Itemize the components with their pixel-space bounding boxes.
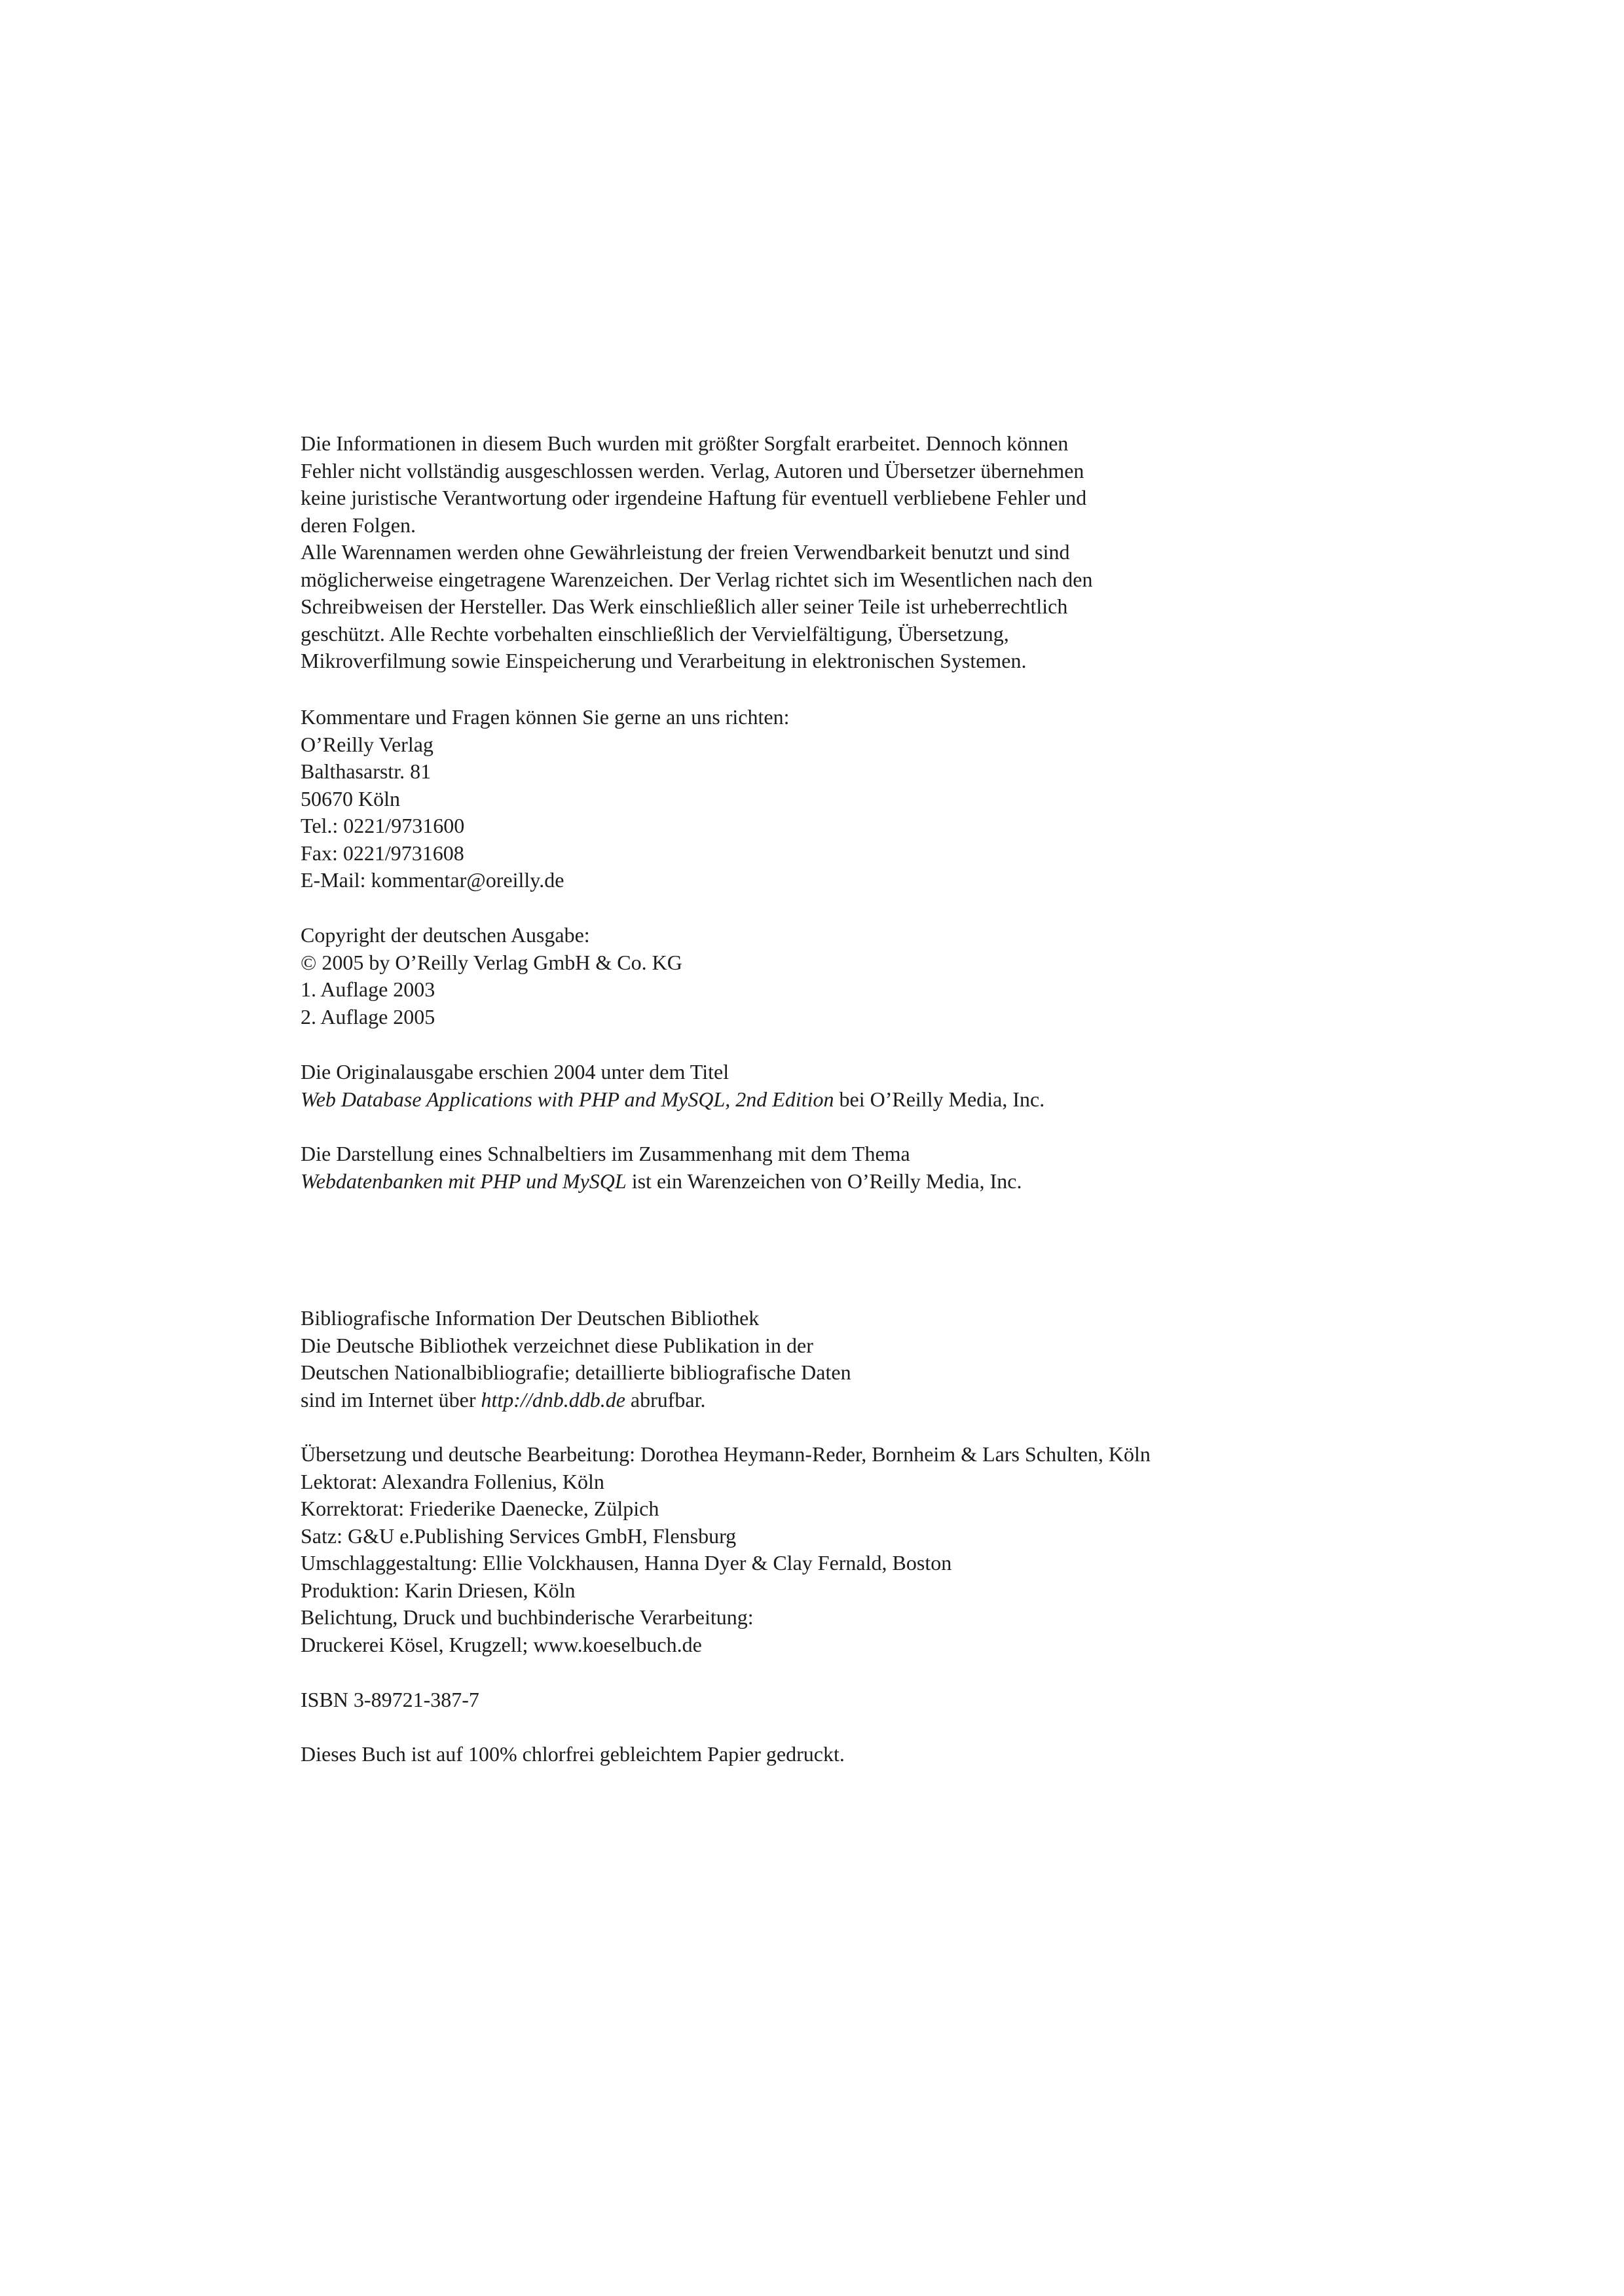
biblio-url-suffix: abrufbar. — [625, 1387, 706, 1412]
credit-line: Belichtung, Druck und buchbinderische Verarbeitung: — [301, 1605, 754, 1629]
credit-line: Produktion: Karin Driesen, Köln — [301, 1578, 576, 1602]
disclaimer-line: geschützt. Alle Rechte vorbehalten einschließlich der Vervielfältigung, Übersetzung, — [301, 621, 1009, 646]
original-publisher: bei O’Reilly Media, Inc. — [834, 1087, 1045, 1111]
disclaimer-line: Schreibweisen der Hersteller. Das Werk einschließlich aller seiner Teile ist urheberrechtlich — [301, 594, 1068, 618]
original-edition-title-line — [301, 1086, 1230, 1114]
german-title: Webdatenbanken mit PHP und MySQL — [301, 1169, 627, 1193]
publisher-phone: Tel.: 0221/9731600 — [301, 814, 465, 837]
publisher-email: E-Mail: kommentar@oreilly.de — [301, 868, 564, 892]
biblio-url-line — [301, 1387, 1230, 1414]
credit-line: Korrektorat: Friederike Daenecke, Zülpich — [301, 1497, 659, 1520]
original-title: Web Database Applications with PHP and MySQL, 2nd Edition — [301, 1087, 834, 1111]
copyright-heading: Copyright der deutschen Ausgabe: — [301, 923, 590, 947]
disclaimer-line: Mikroverfilmung sowie Einspeicherung und Verarbeitung in elektronischen Systemen. — [301, 649, 1027, 672]
credit-line: Druckerei Kösel, Krugzell; www.koeselbuch.de — [301, 1632, 702, 1656]
isbn: ISBN 3-89721-387-7 — [301, 1688, 479, 1711]
disclaimer-line: deren Folgen. — [301, 513, 416, 537]
original-edition-intro: Die Originalausgabe erschien 2004 unter dem Titel — [301, 1060, 729, 1084]
copyright-block — [301, 922, 1230, 1030]
disclaimer-line: keine juristische Verantwortung oder irgendeine Haftung für eventuell verbliebene Fehler und — [301, 486, 1087, 509]
paper-note-block — [301, 1741, 1230, 1768]
edition-first: 1. Auflage 2003 — [301, 977, 435, 1001]
contact-intro: Kommentare und Fragen können Sie gerne an uns richten: — [301, 705, 790, 729]
publisher-name: O’Reilly Verlag — [301, 732, 434, 756]
publisher-street: Balthasarstr. 81 — [301, 759, 432, 783]
credit-line: Lektorat: Alexandra Follenius, Köln — [301, 1469, 604, 1493]
edition-second: 2. Auflage 2005 — [301, 1004, 435, 1029]
publisher-fax: Fax: 0221/9731608 — [301, 841, 464, 865]
trademark-block — [301, 1140, 1230, 1195]
disclaimer-line: Alle Warennamen werden ohne Gewährleistung der freien Verwendbarkeit benutzt und sind — [301, 540, 1070, 564]
bibliography-block — [301, 1305, 1230, 1413]
trademark-title-line — [301, 1168, 1230, 1195]
credits-block — [301, 1441, 1230, 1658]
disclaimer-line: möglicherweise eingetragene Warenzeichen. Der Verlag richtet sich im Wesentlichen nach den — [301, 567, 1093, 591]
disclaimer-line: Die Informationen in diesem Buch wurden mit größter Sorgfalt erarbeitet. Dennoch können — [301, 431, 1069, 455]
original-edition-block — [301, 1059, 1230, 1113]
copyright-notice: © 2005 by O’Reilly Verlag GmbH & Co. KG — [301, 950, 682, 974]
disclaimer-paragraph — [301, 430, 1230, 675]
biblio-line: Die Deutsche Bibliothek verzeichnet diese Publikation in der — [301, 1333, 813, 1357]
credit-line: Umschlaggestaltung: Ellie Volckhausen, Hanna Dyer & Clay Fernald, Boston — [301, 1551, 952, 1575]
biblio-url-prefix: sind im Internet über — [301, 1387, 481, 1412]
credit-line: Satz: G&U e.Publishing Services GmbH, Flensburg — [301, 1523, 737, 1548]
isbn-block — [301, 1686, 1230, 1714]
paper-note: Dieses Buch ist auf 100% chlorfrei gebleichtem Papier gedruckt. — [301, 1742, 845, 1766]
trademark-intro: Die Darstellung eines Schnalbeltiers im Zusammenhang mit dem Thema — [301, 1142, 910, 1165]
contact-block — [301, 704, 1230, 894]
biblio-heading: Bibliografische Information Der Deutschen Bibliothek — [301, 1306, 760, 1330]
disclaimer-line: Fehler nicht vollständig ausgeschlossen werden. Verlag, Autoren und Übersetzer übernehmen — [301, 458, 1084, 483]
trademark-notice: ist ein Warenzeichen von O’Reilly Media, Inc. — [626, 1169, 1022, 1193]
dnb-link[interactable]: http://dnb.ddb.de — [481, 1387, 625, 1412]
publisher-city: 50670 Köln — [301, 786, 400, 811]
biblio-line: Deutschen Nationalbibliografie; detaillierte bibliografische Daten — [301, 1360, 851, 1384]
credit-line: Übersetzung und deutsche Bearbeitung: Dorothea Heymann-Reder, Bornheim & Lars Schulten, Köln — [301, 1442, 1151, 1466]
